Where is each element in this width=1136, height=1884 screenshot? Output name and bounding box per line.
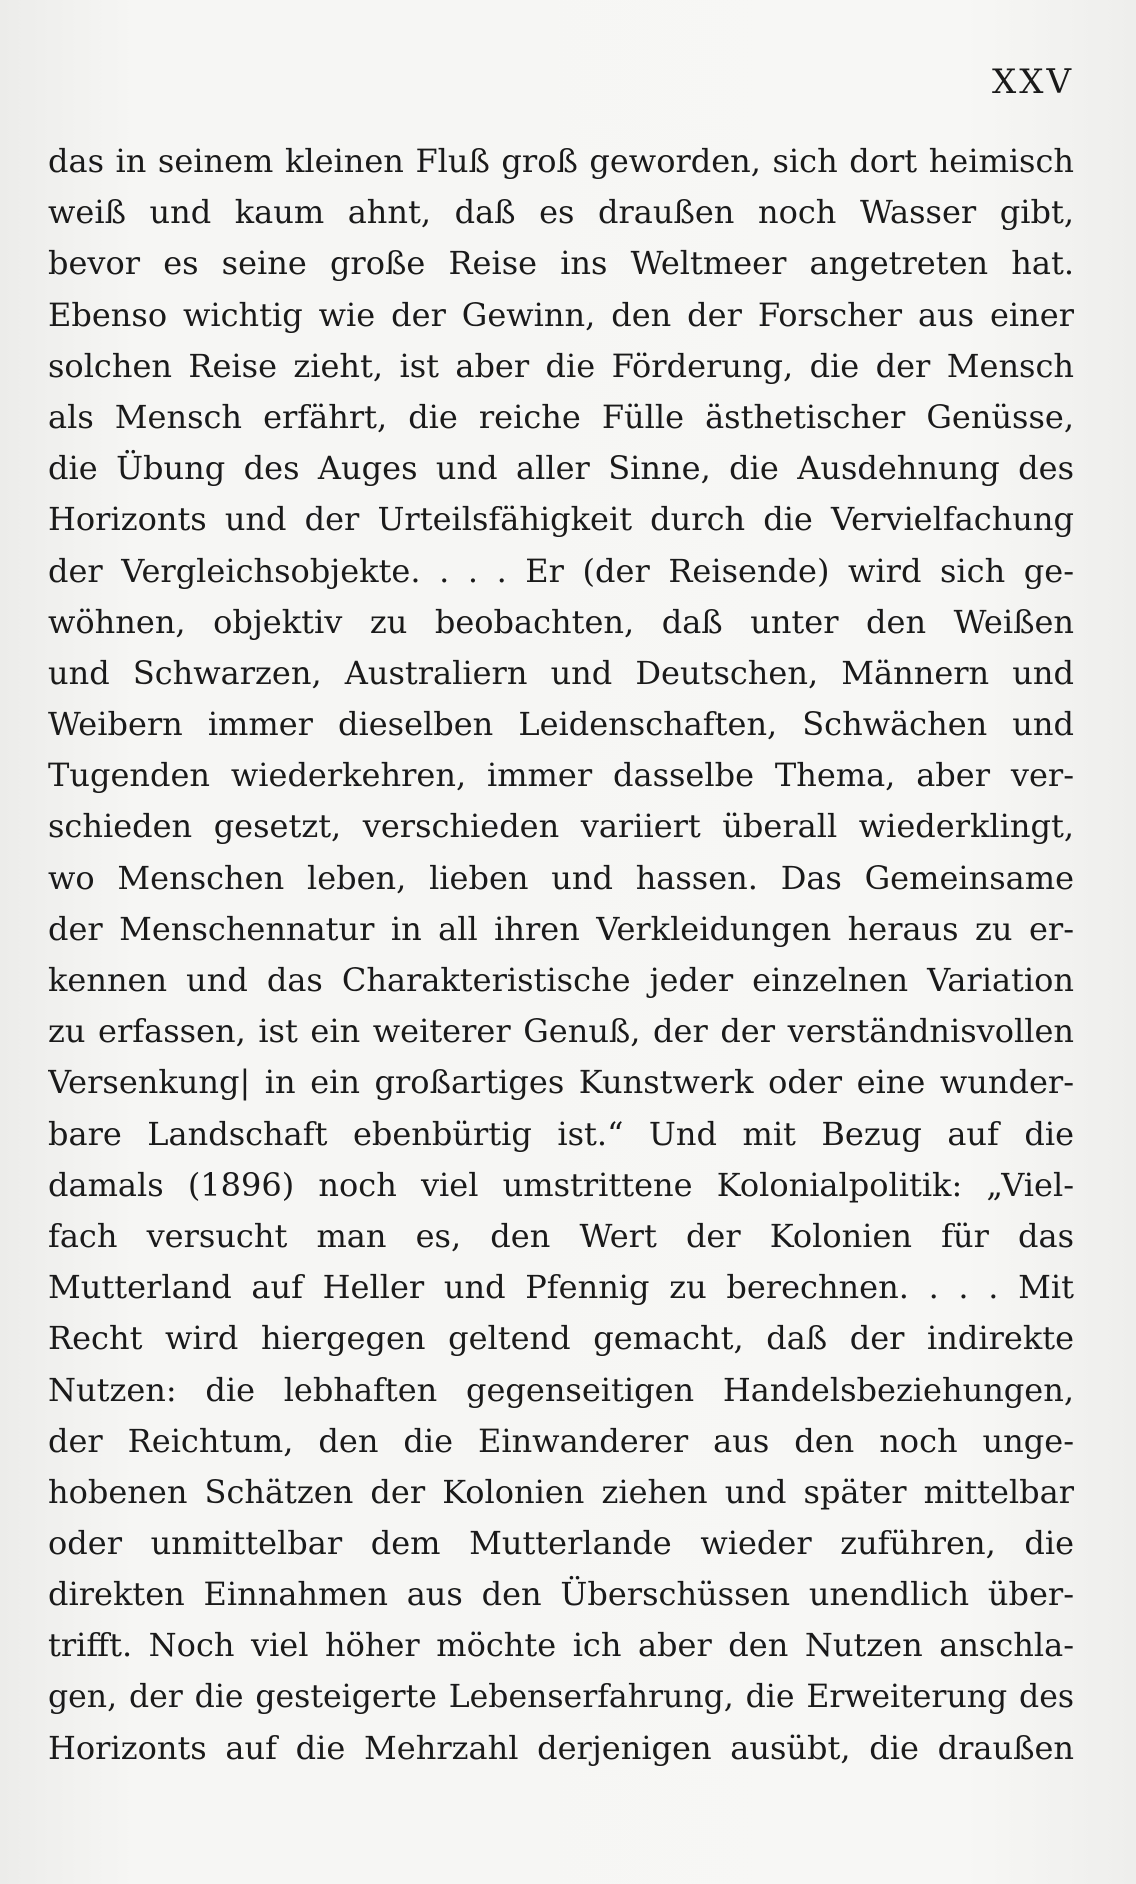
page-number: XXV xyxy=(992,62,1074,102)
text-line: Nutzen: die lebhaften gegenseitigen Handelsbeziehungen, xyxy=(48,1370,1074,1409)
text-line: trifft. Noch viel höher möchte ich aber den Nutzen anschla- xyxy=(48,1626,1074,1665)
text-line: Versenkung| in ein großartiges Kunstwerk oder eine wunder- xyxy=(48,1063,1074,1102)
text-line: Horizonts und der Urteilsfähigkeit durch die Vervielfachung xyxy=(48,500,1074,539)
text-line: der Menschennatur in all ihren Verkleidungen heraus zu er- xyxy=(48,909,1074,948)
text-line: bevor es seine große Reise ins Weltmeer angetreten hat. xyxy=(48,244,1074,283)
text-line: schieden gesetzt, verschieden variiert überall wiederklingt, xyxy=(48,807,1074,846)
text-line: als Mensch erfährt, die reiche Fülle ästhetischer Genüsse, xyxy=(48,397,1074,436)
text-line: zu erfassen, ist ein weiterer Genuß, der der verständnisvollen xyxy=(48,1012,1074,1051)
text-line: der Vergleichsobjekte. . . . Er (der Reisende) wird sich ge- xyxy=(48,551,1074,590)
text-line: weiß und kaum ahnt, daß es draußen noch Wasser gibt, xyxy=(48,193,1074,232)
text-line: Mutterland auf Heller und Pfennig zu berechnen. . . . Mit xyxy=(48,1268,1074,1307)
text-line: fach versucht man es, den Wert der Kolonien für das xyxy=(48,1216,1074,1255)
text-line: wöhnen, objektiv zu beobachten, daß unter den Weißen xyxy=(48,602,1074,641)
text-line: kennen und das Charakteristische jeder einzelnen Variation xyxy=(48,961,1074,999)
text-line: die Übung des Auges und aller Sinne, die Ausdehnung des xyxy=(48,449,1074,488)
text-line: bare Landschaft ebenbürtig ist.“ Und mit Bezug auf die xyxy=(48,1114,1074,1153)
text-line: Tugenden wiederkehren, immer dasselbe Thema, aber ver- xyxy=(48,756,1074,795)
text-line: Ebenso wichtig wie der Gewinn, den der Forscher aus einer xyxy=(48,295,1074,334)
text-line: hobenen Schätzen der Kolonien ziehen und später mittelbar xyxy=(48,1472,1074,1511)
text-line: gen, der die gesteigerte Lebenserfahrung, die Erweiterung des xyxy=(48,1678,1074,1715)
text-line: direkten Einnahmen aus den Überschüssen unendlich über- xyxy=(48,1575,1074,1614)
text-line: und Schwarzen, Australiern und Deutschen, Männern und xyxy=(48,653,1074,692)
text-line: das in seinem kleinen Fluß groß geworden, sich dort heimisch xyxy=(48,142,1074,180)
text-line: Weibern immer dieselben Leidenschaften, Schwächen und xyxy=(48,705,1074,744)
body-text xyxy=(48,136,1074,1774)
text-line: wo Menschen leben, lieben und hassen. Das Gemeinsame xyxy=(48,858,1074,897)
text-line: solchen Reise zieht, ist aber die Förderung, die der Mensch xyxy=(48,346,1074,385)
text-line: Horizonts auf die Mehrzahl derjenigen ausübt, die draußen xyxy=(48,1728,1074,1767)
text-line: der Reichtum, den die Einwanderer aus den noch unge- xyxy=(48,1421,1074,1460)
text-line: oder unmittelbar dem Mutterlande wieder zuführen, die xyxy=(48,1524,1074,1563)
text-line: damals (1896) noch viel umstrittene Kolonialpolitik: „Viel- xyxy=(48,1165,1074,1204)
text-line: Recht wird hiergegen geltend gemacht, daß der indirekte xyxy=(48,1319,1074,1358)
